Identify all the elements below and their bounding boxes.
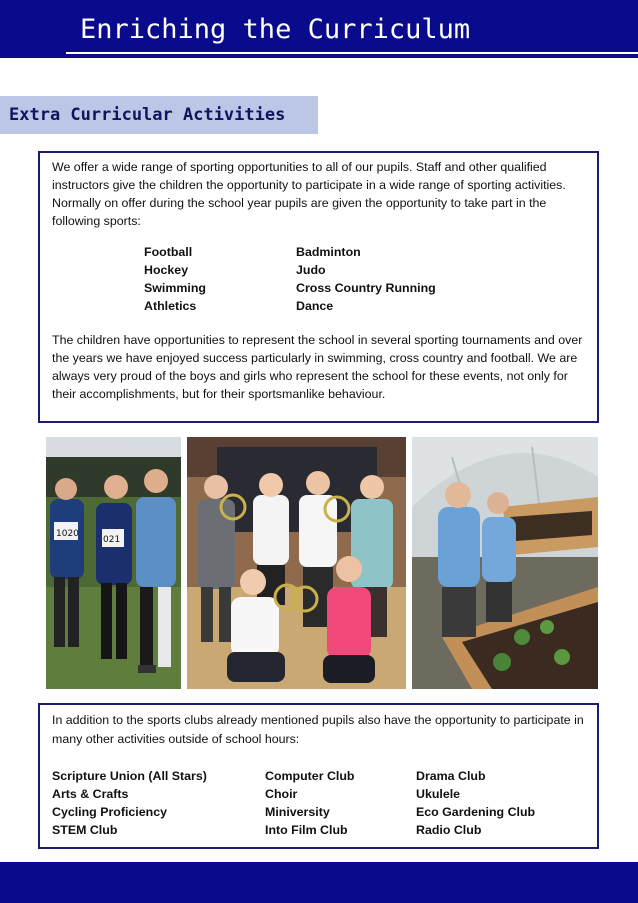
- activity-item: Ukulele: [416, 787, 461, 801]
- header-bar: [0, 0, 638, 58]
- activities-box: [38, 703, 599, 849]
- section-title: Extra Curricular Activities: [9, 105, 286, 125]
- activity-item: Miniversity: [265, 805, 330, 819]
- sport-item: Judo: [296, 263, 326, 277]
- runner-bib-2: 021: [103, 535, 121, 545]
- activities-column-3: [416, 767, 535, 839]
- cross-country-photo: [46, 437, 181, 689]
- footer-bar: [0, 862, 638, 903]
- section-heading: [0, 96, 318, 134]
- activity-item: Choir: [265, 787, 298, 801]
- activity-item: Eco Gardening Club: [416, 805, 536, 819]
- activity-item: Into Film Club: [265, 823, 348, 837]
- activities-column-1: [52, 767, 207, 839]
- sport-item: Hockey: [144, 263, 189, 277]
- gardening-photo: [412, 437, 598, 689]
- sports-list: [52, 243, 587, 319]
- activity-item: Cycling Proficiency: [52, 805, 167, 819]
- activity-item: Radio Club: [416, 823, 482, 837]
- activity-item: Drama Club: [416, 769, 486, 783]
- activities-column-2: [265, 767, 354, 839]
- activity-item: STEM Club: [52, 823, 118, 837]
- sport-item: Swimming: [144, 281, 206, 295]
- sport-item: Athletics: [144, 299, 197, 313]
- sport-item: Badminton: [296, 245, 361, 259]
- sport-item: Dance: [296, 299, 334, 313]
- sports-outro: The children have opportunities to represent the school in several sporting tournaments and over the years we have enjoyed success particularly in swimming, cross country and football. We are always very proud of the boys and girls who represent the school for these events, not only for their accomplishments, but for their sportsmanlike behaviour.: [52, 333, 583, 401]
- activity-item: Scripture Union (All Stars): [52, 769, 207, 783]
- runner-bib-1: 1020: [56, 529, 79, 539]
- title-underline: [66, 52, 638, 54]
- activities-intro: In addition to the sports clubs already mentioned pupils also have the opportunity to participate in many other activities outside of school hours:: [52, 713, 584, 746]
- activity-item: Arts & Crafts: [52, 787, 129, 801]
- sport-item: Cross Country Running: [296, 281, 436, 295]
- sports-column-1: [144, 243, 206, 315]
- sports-intro: We offer a wide range of sporting opportunities to all of our pupils. Staff and other qualified instructors give the children the opportunity to participate in a wide range of sporting activities. Normally on offer during the school year pupils are given the opportunity to take part in the following sports:: [52, 160, 566, 228]
- sports-info-box: [38, 151, 599, 423]
- sports-column-2: [296, 243, 436, 315]
- activity-item: Computer Club: [265, 769, 355, 783]
- sport-item: Football: [144, 245, 193, 259]
- page-title: Enriching the Curriculum: [80, 14, 471, 45]
- badminton-photo: [187, 437, 406, 689]
- photo-strip: [46, 437, 598, 689]
